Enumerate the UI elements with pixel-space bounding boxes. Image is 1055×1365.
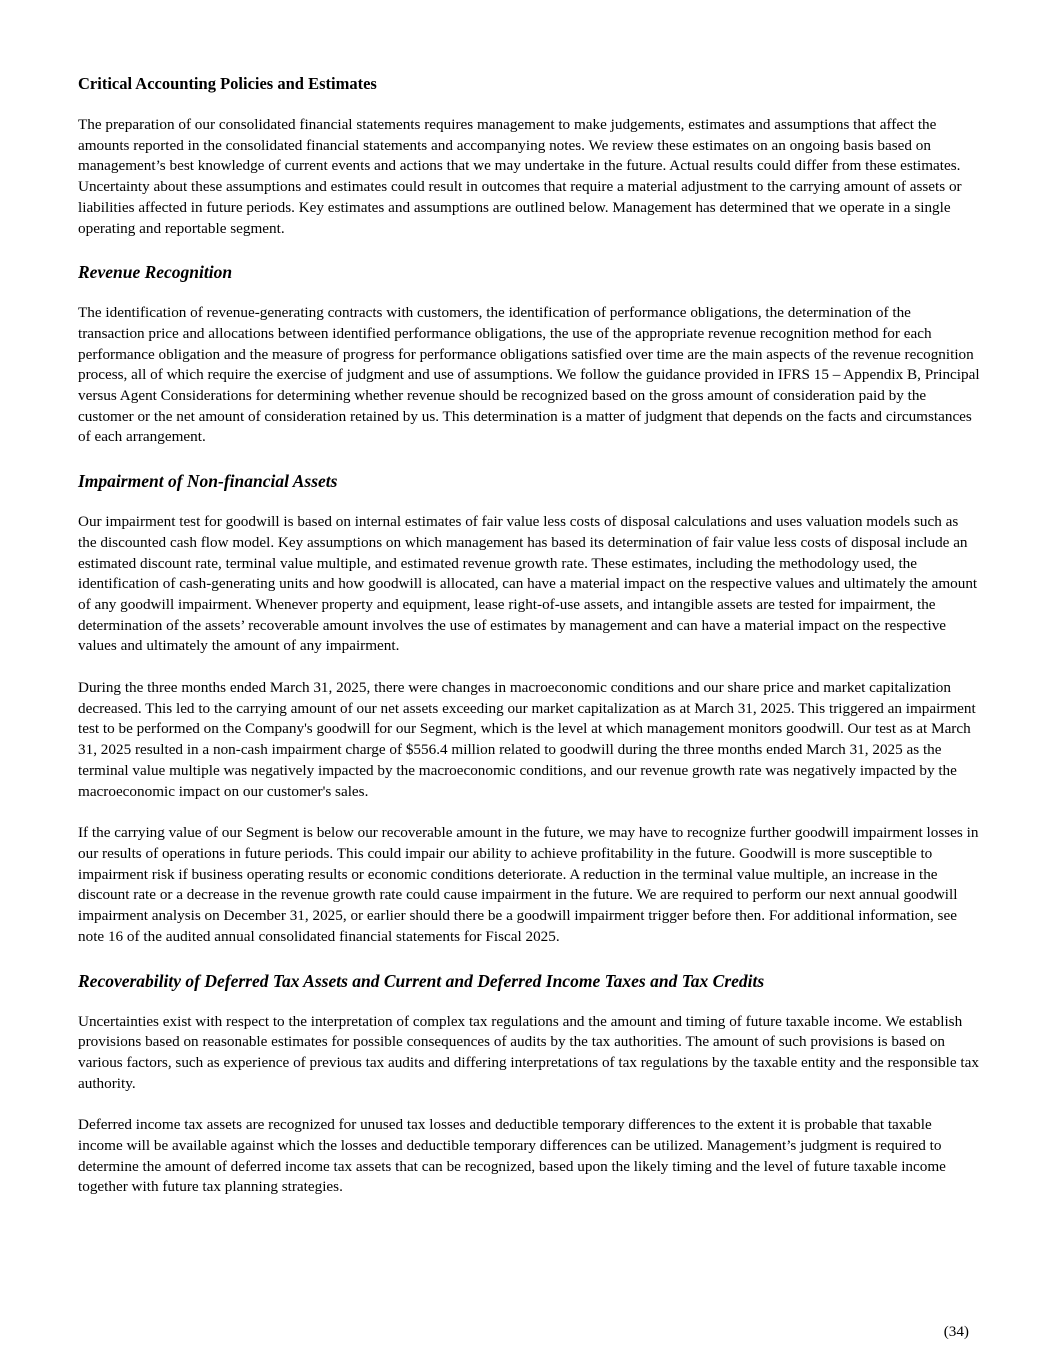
intro-paragraph: The preparation of our consolidated financial statements requires management to make judgements, estimates and assumptions that affect the amounts reported in the consolidated financial statements and accompanying notes. We review these estimates on an ongoing basis based on management’s best knowledge of current events and actions that we may undertake in the future. Actual results could differ from these estimates. Uncertainty about these assumptions and estimates could result in outcomes that require a material adjustment to the carrying amount of assets or liabilities affected in future periods. Key estimates and assumptions are outlined below. Management has determined that we operate in a single operating and reportable segment. [78, 116, 962, 237]
tax-heading: Recoverability of Deferred Tax Assets and Current and Deferred Income Taxes and Tax Credits [78, 970, 765, 991]
document-page [78, 72, 980, 1219]
impairment-heading: Impairment of Non-financial Assets [78, 471, 338, 492]
tax-paragraph-1: Uncertainties exist with respect to the interpretation of complex tax regulations and the amount and timing of future taxable income. We establish provisions based on reasonable estimates for possible consequences of audits by the tax authorities. The amount of such provisions is based on various factors, such as experience of previous tax audits and differing interpretations of tax regulations by the taxable entity and the responsible tax authority. [78, 1012, 979, 1092]
page-number: (34) [943, 1323, 969, 1340]
revenue-recognition-heading: Revenue Recognition [78, 262, 233, 283]
impairment-paragraph-1: Our impairment test for goodwill is based on internal estimates of fair value less costs of disposal calculations and uses valuation models such as the discounted cash flow model. Key assumptions on which management has based its determination of fair value less costs of disposal include an estimated discount rate, terminal value multiple, and estimated revenue growth rate. These estimates, including the methodology used, the identification of cash-generating units and how goodwill is allocated, can have a material impact on the respective values and ultimately the amount of any goodwill impairment. Whenever property and equipment, lease right-of-use assets, and intangible assets are tested for impairment, the determination of the assets’ recoverable amount involves the use of estimates by management and can have a material impact on the respective values and ultimately the amount of any impairment. [78, 513, 978, 655]
section-heading: Critical Accounting Policies and Estimates [78, 74, 377, 93]
impairment-paragraph-3: If the carrying value of our Segment is below our recoverable amount in the future, we may have to recognize further goodwill impairment losses in our results of operations in future periods. This could impair our ability to achieve profitability in the future. Goodwill is more susceptible to impairment risk if business operating results or economic conditions deteriorate. A reduction in the terminal value multiple, an increase in the discount rate or a decrease in the revenue growth rate could cause impairment in the future. We are required to perform our next annual goodwill impairment analysis on December 31, 2025, or earlier should there be a goodwill impairment trigger before then. For additional information, see note 16 of the audited annual consolidated financial statements for Fiscal 2025. [78, 824, 979, 945]
impairment-paragraph-2: During the three months ended March 31, 2025, there were changes in macroeconomic conditions and our share price and market capitalization decreased. This led to the carrying amount of our net assets exceeding our market capitalization as at March 31, 2025. This triggered an impairment test to be performed on the Company's goodwill for our Segment, which is the level at which management monitors goodwill. Our test as at March 31, 2025 resulted in a non-cash impairment charge of $556.4 million related to goodwill during the three months ended March 31, 2025 as the terminal value multiple was negatively impacted by the macroeconomic conditions, and our revenue growth rate was negatively impacted by the macroeconomic impact on our customer's sales. [78, 679, 976, 800]
revenue-recognition-paragraph: The identification of revenue-generating contracts with customers, the identification of performance obligations, the determination of the transaction price and allocations between identified performance obligations, the use of the appropriate revenue recognition method for each performance obligation and the measure of progress for performance obligations satisfied over time are the main aspects of the revenue recognition process, all of which require the exercise of judgment and use of assumptions. We follow the guidance provided in IFRS 15 – Appendix B, Principal versus Agent Considerations for determining whether revenue should be recognized based on the gross amount of consideration paid by the customer or the net amount of consideration retained by us. This determination is a matter of judgment that depends on the facts and circumstances of each arrangement. [78, 304, 980, 446]
tax-paragraph-2: Deferred income tax assets are recognized for unused tax losses and deductible temporary differences to the extent it is probable that taxable income will be available against which the losses and deductible temporary differences can be utilized. Management’s judgment is required to determine the amount of deferred income tax assets that can be recognized, based upon the likely timing and the level of future taxable income together with future tax planning strategies. [78, 1116, 946, 1196]
